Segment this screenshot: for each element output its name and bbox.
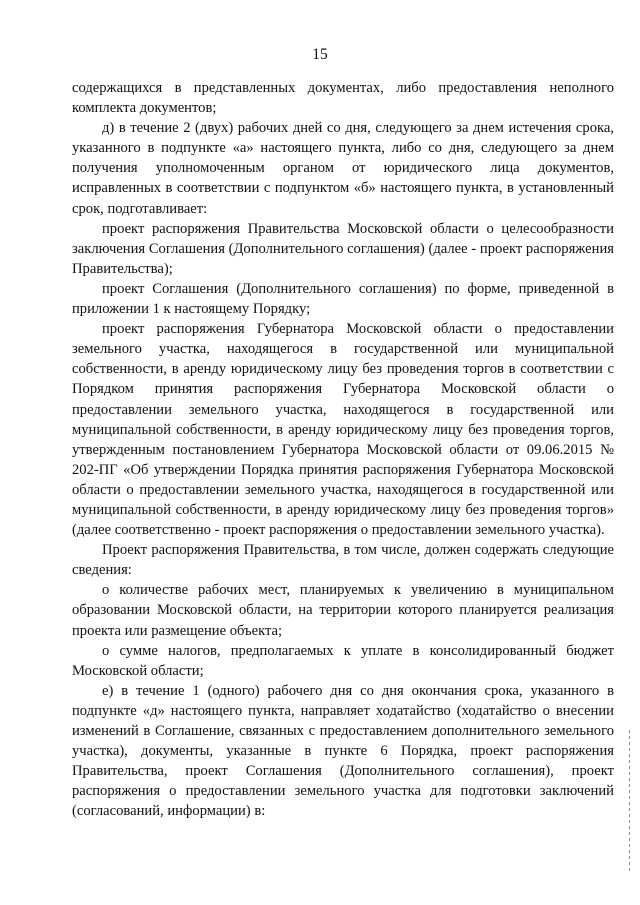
paragraph-project-governor-order: проект распоряжения Губернатора Московской области о предоставлении земельного участка, находящегося в государственной или муниципальной собственности, в аренду юридическому лицу без проведения торгов в соответствии с Порядком принятия распоряжения Губернатора Московской области о предоставлении земельного участка, находящегося в государственной или муниципальной собственности, в аренду юридическому лицу без проведения торгов, утвержденным постановлением Губернатора Московской области от 09.06.2015 № 202-ПГ «Об утверждении Порядка принятия распоряжения Губернатора Московской области о предоставлении земельного участка, находящегося в государственной или муниципальной собственности, в аренду юридическому лицу без проведения торгов» (далее соответственно - проект распоряжения о предоставлении земельного участка). xyxy=(72,321,614,539)
paragraph-taxes-info: о сумме налогов, предполагаемых к уплате в консолидированный бюджет Московской области; xyxy=(72,642,614,679)
page-number: 15 xyxy=(312,46,328,63)
paragraph-project-government-order: проект распоряжения Правительства Московской области о целесообразности заключения Соглашения (Дополнительного соглашения) (далее - проект распоряжения Правительства); xyxy=(72,220,614,277)
paragraph-item-e: е) в течение 1 (одного) рабочего дня со дня окончания срока, указанного в подпункте «д» настоящего пункта, направляет ходатайство (ходатайство о внесении изменений в Соглашение, связанных с предоставлением дополнительного земельного участка), документы, указанные в пункте 6 Порядка, проект распоряжения Правительства, проект Соглашения (Дополнительного соглашения), проект распоряжения о предоставлении земельного участка для подготовки заключений (согласований, информации) в: xyxy=(72,682,614,820)
paragraph-continuation: содержащихся в представленных документах, либо предоставления неполного комплекта документов; xyxy=(72,80,614,117)
document-body xyxy=(72,78,614,821)
paragraph-order-contents: Проект распоряжения Правительства, в том числе, должен содержать следующие сведения: xyxy=(72,542,614,579)
margin-scan-marks xyxy=(628,730,632,890)
paragraph-item-d: д) в течение 2 (двух) рабочих дней со дня, следующего за днем истечения срока, указанного в подпункте «а» настоящего пункта, либо со дня, следующего за днем получения уполномоченным органом от юридического лица документов, исправленных в соответствии с подпунктом «б» настоящего пункта, в установленный срок, подготавливает: xyxy=(72,120,614,217)
paragraph-jobs-info: о количестве рабочих мест, планируемых к увеличению в муниципальном образовании Московской области, на территории которого планируется реализация проекта или размещение объекта; xyxy=(72,582,614,639)
paragraph-project-agreement: проект Соглашения (Дополнительного соглашения) по форме, приведенной в приложении 1 к настоящему Порядку; xyxy=(72,280,614,318)
